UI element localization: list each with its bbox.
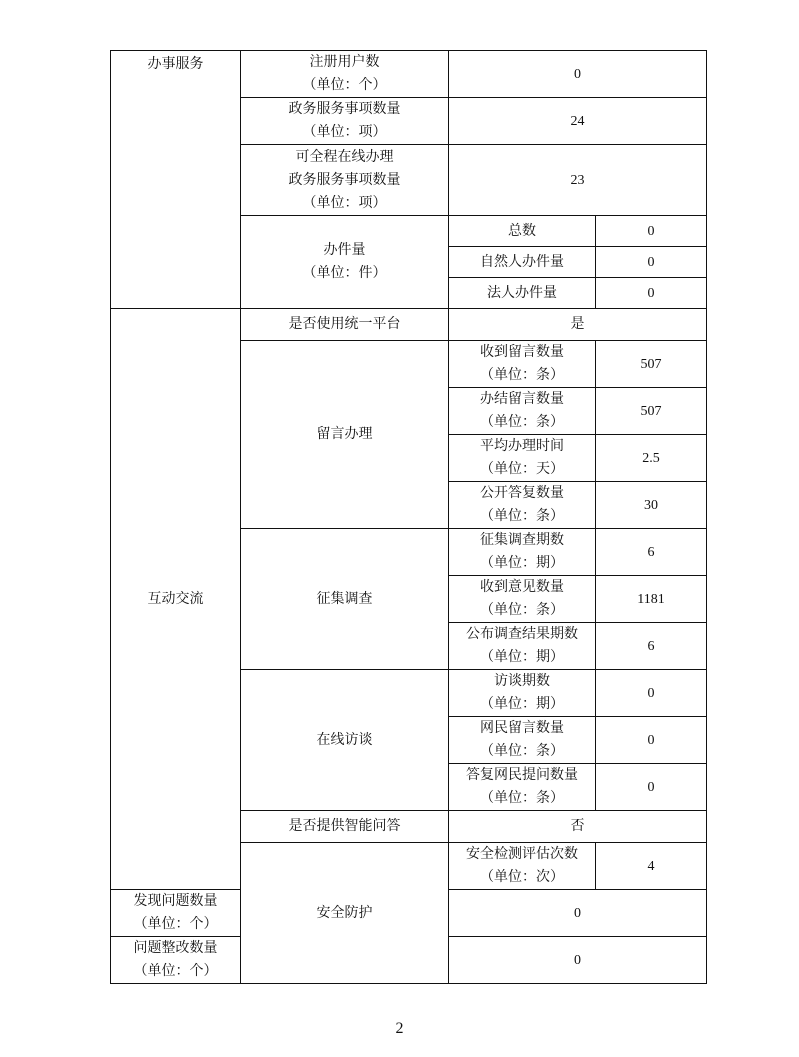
unified-platform-label: 是否使用统一平台 (241, 309, 449, 341)
messages-closed-label: 办结留言数量 （单位：条） (449, 388, 596, 435)
online-items-value: 23 (449, 145, 707, 216)
handling-natural-value: 0 (596, 247, 707, 278)
smart-qa-label: 是否提供智能问答 (241, 811, 449, 843)
section-interaction: 互动交流 (111, 309, 241, 890)
unified-platform-value: 是 (449, 309, 707, 341)
messages-avg-time-value: 2.5 (596, 435, 707, 482)
messages-public-replies-value: 30 (596, 482, 707, 529)
handling-total-value: 0 (596, 216, 707, 247)
messages-closed-value: 507 (596, 388, 707, 435)
page-number: 2 (395, 1020, 404, 1037)
online-items-label: 可全程在线办理 政务服务事项数量 （单位：项） (241, 145, 449, 216)
handling-natural-label: 自然人办件量 (449, 247, 596, 278)
handling-legal-label: 法人办件量 (449, 278, 596, 309)
messages-received-label: 收到留言数量 （单位：条） (449, 341, 596, 388)
section-service: 办事服务 (111, 51, 241, 309)
issues-found-value: 0 (449, 890, 707, 937)
issues-fixed-label: 问题整改数量 （单位：个） (111, 937, 241, 984)
messages-public-replies-label: 公开答复数量 （单位：条） (449, 482, 596, 529)
survey-results-label: 公布调查结果期数 （单位：期） (449, 623, 596, 670)
service-items-value: 24 (449, 98, 707, 145)
statistics-table (110, 50, 707, 984)
handling-label: 办件量 （单位：件） (241, 216, 449, 309)
survey-results-value: 6 (596, 623, 707, 670)
interview-periods-label: 访谈期数 （单位：期） (449, 670, 596, 717)
interview-periods-value: 0 (596, 670, 707, 717)
registered-users-value: 0 (449, 51, 707, 98)
survey-label: 征集调查 (241, 529, 449, 670)
messages-received-value: 507 (596, 341, 707, 388)
interview-answered-value: 0 (596, 764, 707, 811)
survey-opinions-label: 收到意见数量 （单位：条） (449, 576, 596, 623)
interview-label: 在线访谈 (241, 670, 449, 811)
survey-periods-label: 征集调查期数 （单位：期） (449, 529, 596, 576)
interview-answered-label: 答复网民提问数量 （单位：条） (449, 764, 596, 811)
issues-found-label: 发现问题数量 （单位：个） (111, 890, 241, 937)
assessments-value: 4 (596, 843, 707, 890)
issues-fixed-value: 0 (449, 937, 707, 984)
section-security: 安全防护 (241, 843, 449, 984)
service-items-label: 政务服务事项数量 （单位：项） (241, 98, 449, 145)
handling-total-label: 总数 (449, 216, 596, 247)
survey-periods-value: 6 (596, 529, 707, 576)
survey-opinions-value: 1181 (596, 576, 707, 623)
messages-avg-time-label: 平均办理时间 （单位：天） (449, 435, 596, 482)
interview-messages-label: 网民留言数量 （单位：条） (449, 717, 596, 764)
registered-users-label: 注册用户数 （单位：个） (241, 51, 449, 98)
messages-label: 留言办理 (241, 341, 449, 529)
assessments-label: 安全检测评估次数 （单位：次） (449, 843, 596, 890)
smart-qa-value: 否 (449, 811, 707, 843)
handling-legal-value: 0 (596, 278, 707, 309)
interview-messages-value: 0 (596, 717, 707, 764)
